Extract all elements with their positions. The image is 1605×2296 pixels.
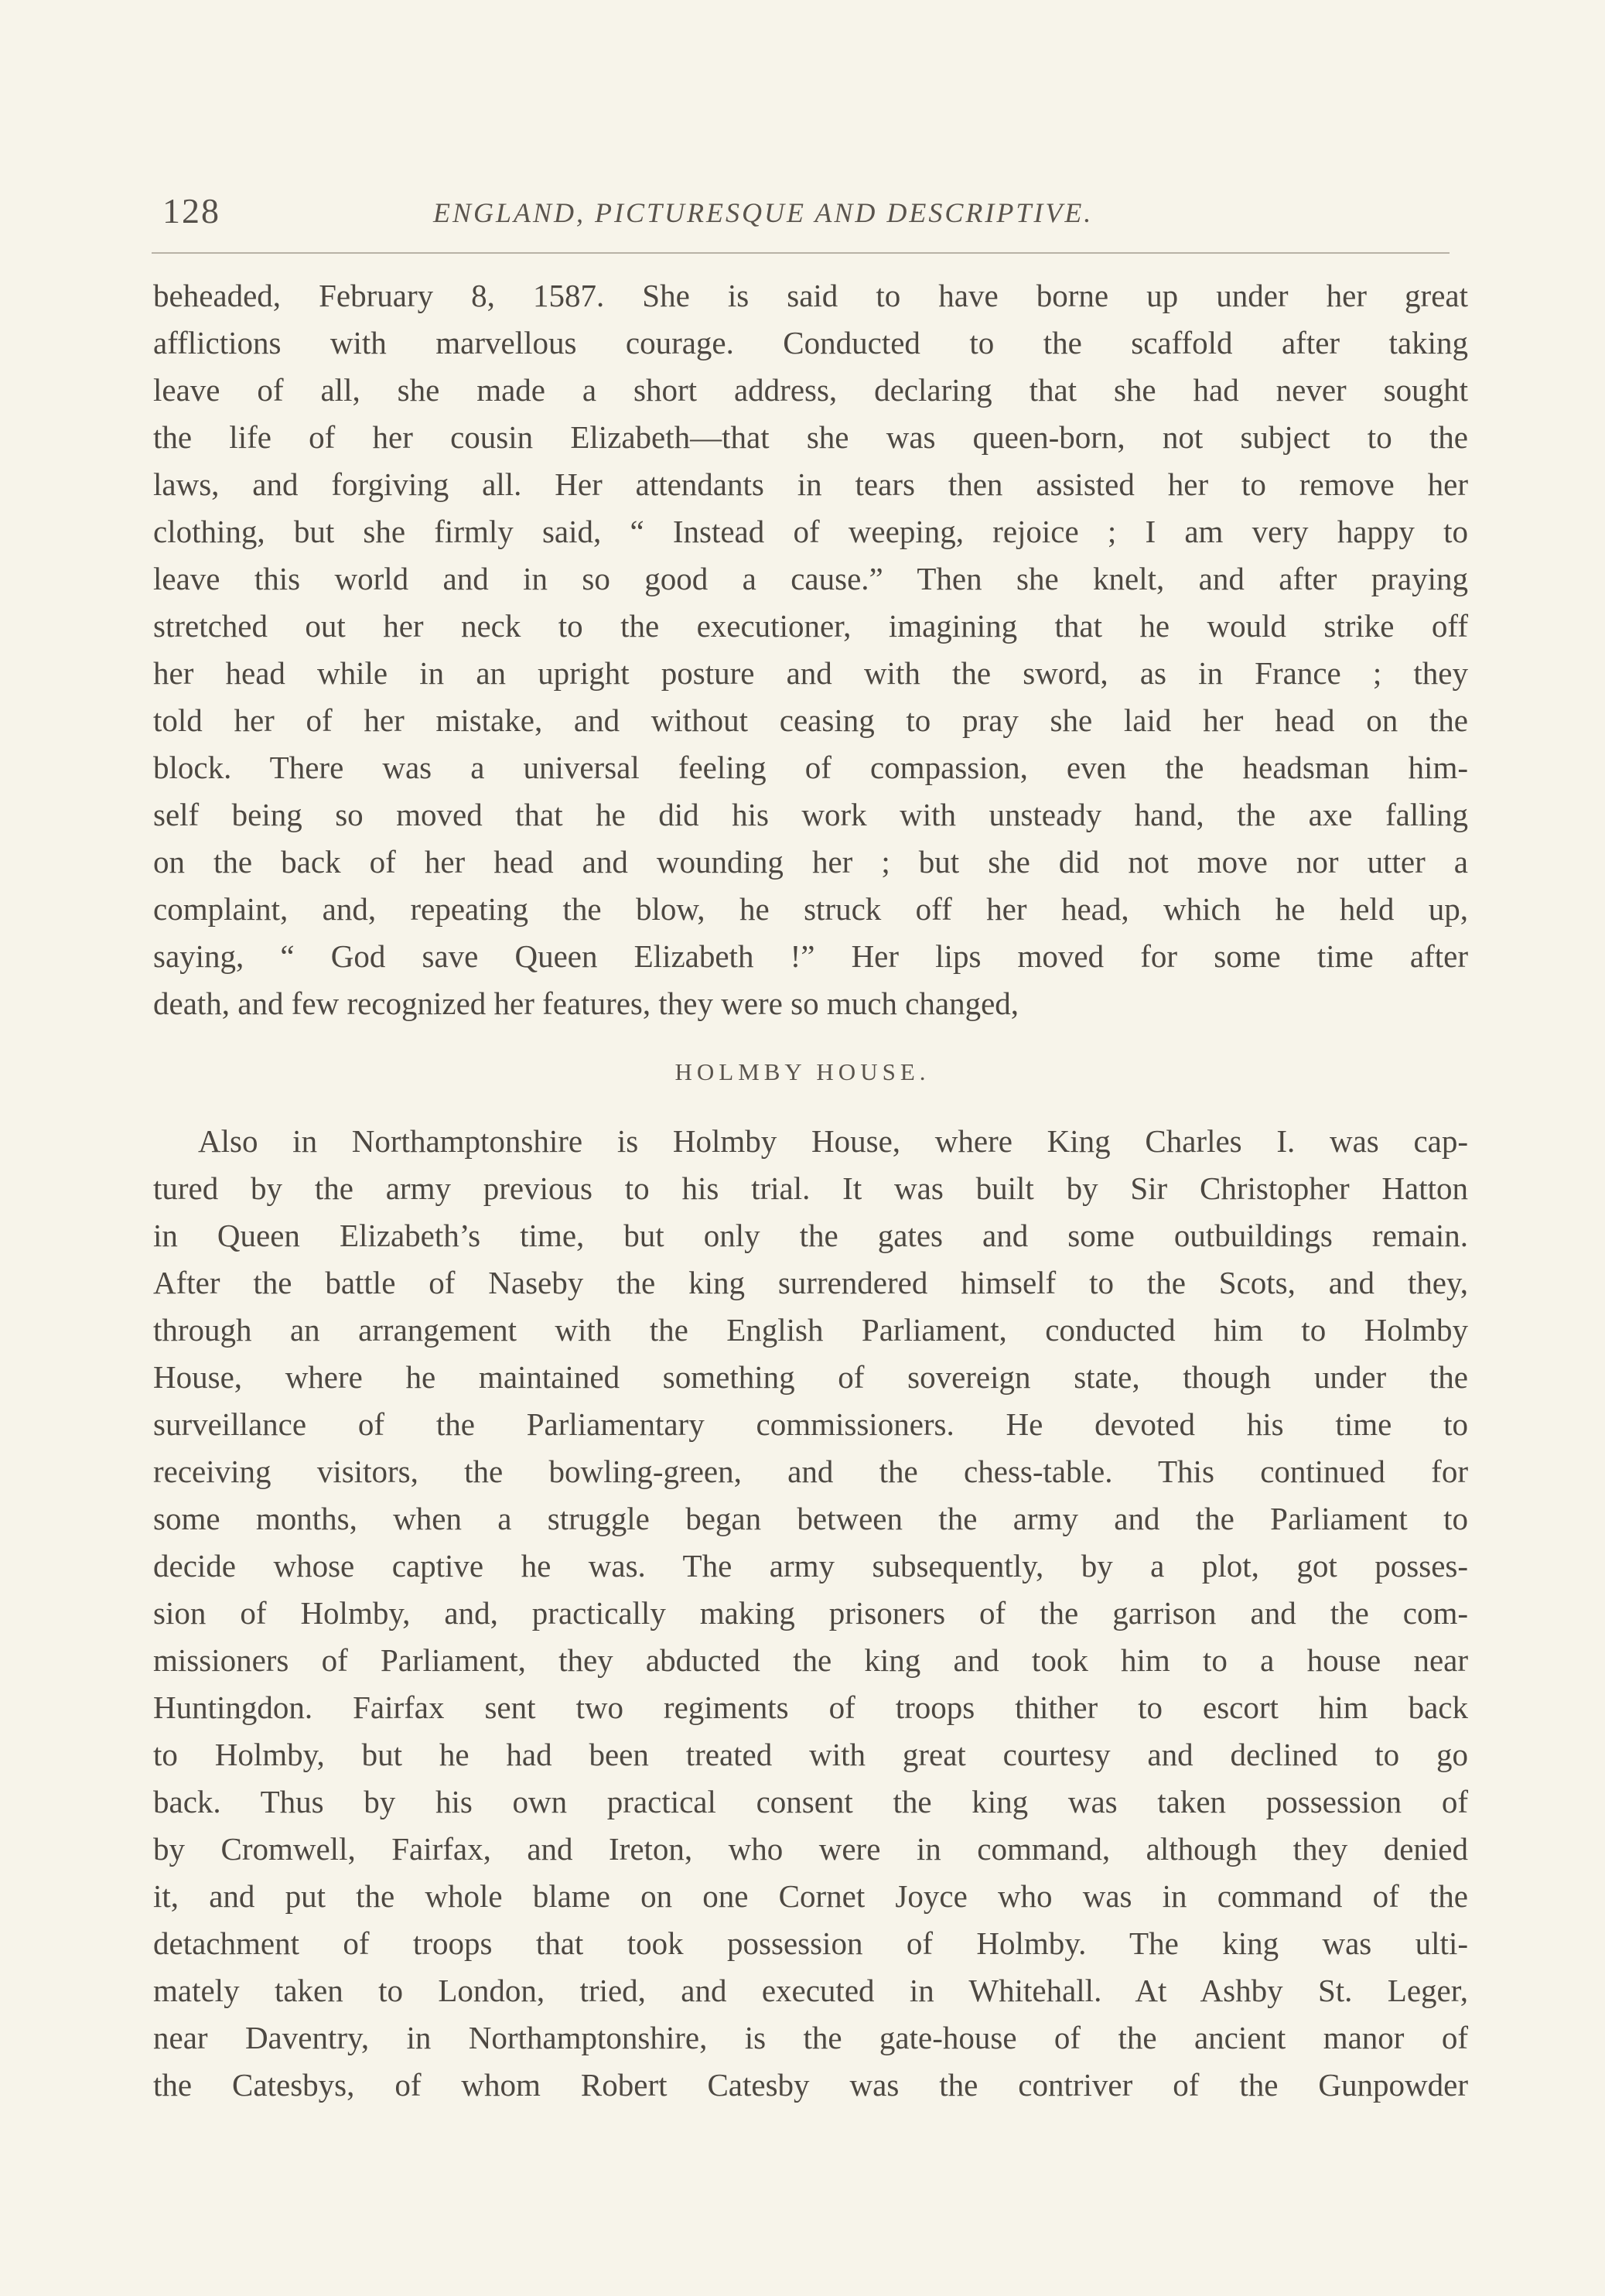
text-line: some months, when a struggle began between the army and the Parliament to xyxy=(153,1501,1468,1536)
text-line: back. Thus by his own practical consent the king was taken possession of xyxy=(153,1784,1468,1819)
text-line: tured by the army previous to his trial. It was built by Sir Christopher Hatton xyxy=(153,1170,1468,1206)
text-line: sion of Holmby, and, practically making prisoners of the garrison and the com- xyxy=(153,1595,1468,1631)
text-line: the life of her cousin Elizabeth—that she was queen-born, not subject to the xyxy=(153,419,1468,455)
text-line: in Queen Elizabeth’s time, but only the gates and some outbuildings remain. xyxy=(153,1218,1468,1253)
text-line: decide whose captive he was. The army subsequently, by a plot, got posses- xyxy=(153,1548,1468,1584)
text-line: told her of her mistake, and without ceasing to pray she laid her head on the xyxy=(153,702,1468,738)
text-line: the Catesbys, of whom Robert Catesby was the contriver of the Gunpowder xyxy=(153,2067,1468,2103)
text-line: stretched out her neck to the executioner, imagining that he would strike off xyxy=(153,608,1468,644)
page-number: 128 xyxy=(162,191,220,231)
text-line: through an arrangement with the English Parliament, conducted him to Holmby xyxy=(153,1312,1468,1348)
text-line: Also in Northamptonshire is Holmby House, where King Charles I. was cap- xyxy=(198,1123,1468,1159)
running-title: ENGLAND, PICTURESQUE AND DESCRIPTIVE. xyxy=(433,197,1094,228)
text-line: near Daventry, in Northamptonshire, is the gate-house of the ancient manor of xyxy=(153,2020,1468,2055)
text-line: After the battle of Naseby the king surrendered himself to the Scots, and they, xyxy=(153,1265,1468,1300)
text-line: leave this world and in so good a cause.” Then she knelt, and after praying xyxy=(153,561,1468,596)
text-line: complaint, and, repeating the blow, he struck off her head, which he held up, xyxy=(153,891,1468,927)
text-line: her head while in an upright posture and with the sword, as in France ; they xyxy=(153,655,1468,691)
text-line: to Holmby, but he had been treated with great courtesy and declined to go xyxy=(153,1737,1468,1772)
section-heading: HOLMBY HOUSE. xyxy=(674,1058,931,1085)
text-line: saying, “ God save Queen Elizabeth !” Her lips moved for some time after xyxy=(153,938,1468,974)
header-rule xyxy=(152,252,1450,254)
text-line: surveillance of the Parliamentary commissioners. He devoted his time to xyxy=(153,1406,1468,1442)
text-line: by Cromwell, Fairfax, and Ireton, who were in command, although they denied xyxy=(153,1831,1468,1867)
text-line: clothing, but she firmly said, “ Instead of weeping, rejoice ; I am very happy to xyxy=(153,514,1468,549)
text-line: missioners of Parliament, they abducted the king and took him to a house near xyxy=(153,1642,1468,1678)
text-line: it, and put the whole blame on one Cornet Joyce who was in command of the xyxy=(153,1878,1468,1914)
text-line: beheaded, February 8, 1587. She is said to have borne up under her great xyxy=(153,278,1468,313)
text-line: leave of all, she made a short address, declaring that she had never sought xyxy=(153,372,1468,408)
text-line: death, and few recognized her features, they were so much changed, xyxy=(153,986,1019,1021)
text-line: laws, and forgiving all. Her attendants in tears then assisted her to remove her xyxy=(153,466,1468,502)
text-line: Huntingdon. Fairfax sent two regiments of troops thither to escort him back xyxy=(153,1690,1468,1725)
text-line: House, where he maintained something of sovereign state, though under the xyxy=(153,1359,1468,1395)
text-line: afflictions with marvellous courage. Conducted to the scaffold after taking xyxy=(153,325,1468,360)
text-line: mately taken to London, tried, and executed in Whitehall. At Ashby St. Leger, xyxy=(153,1973,1468,2008)
text-line: block. There was a universal feeling of compassion, even the headsman him- xyxy=(153,750,1468,785)
text-line: on the back of her head and wounding her ; but she did not move nor utter a xyxy=(153,844,1468,880)
text-line: receiving visitors, the bowling-green, and the chess-table. This continued for xyxy=(153,1454,1468,1489)
text-line: detachment of troops that took possession of Holmby. The king was ulti- xyxy=(153,1925,1468,1961)
text-line: self being so moved that he did his work with unsteady hand, the axe falling xyxy=(153,797,1468,832)
